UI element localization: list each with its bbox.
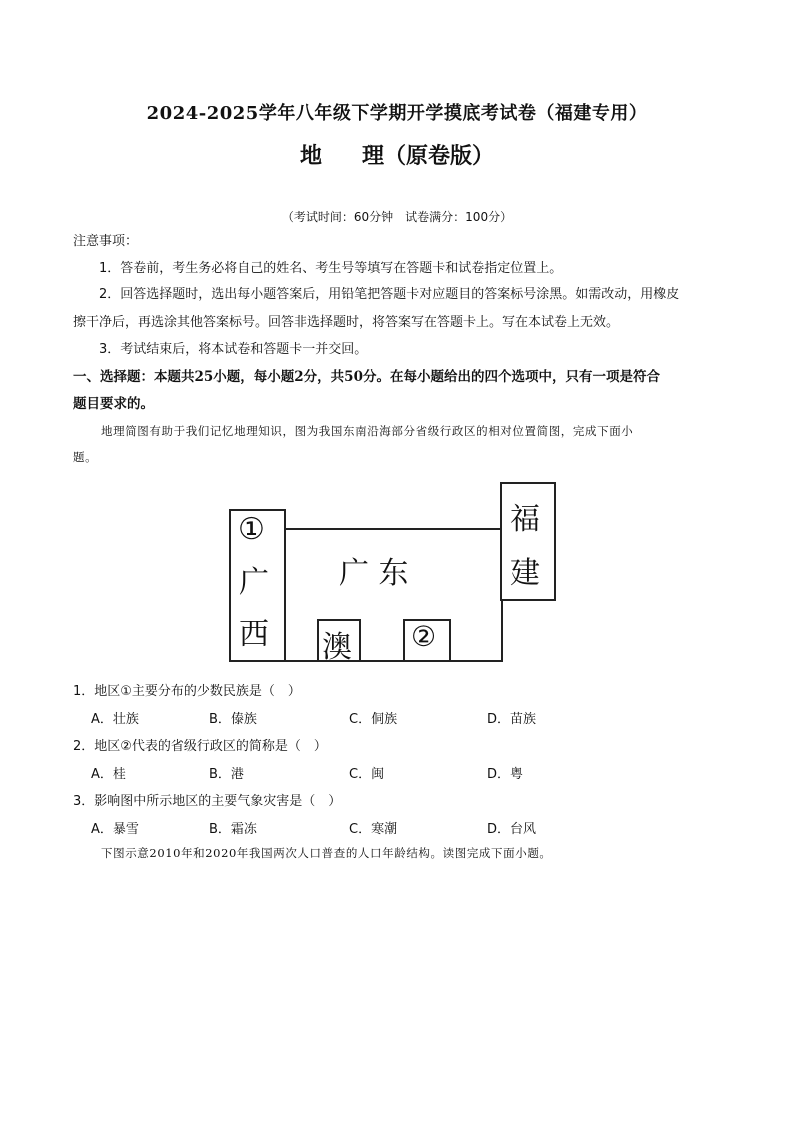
map-label-ao: 澳 <box>322 630 352 665</box>
subject-title-left: 地 <box>299 143 322 169</box>
question-3-stem: 3．影响图中所示地区的主要气象灾害是（ ） <box>73 794 342 809</box>
map-label-guang: 广 <box>239 565 269 600</box>
question-2-stem: 2．地区②代表的省级行政区的简称是（ ） <box>73 739 327 754</box>
question-2-option-c[interactable]: C．闽 <box>349 767 385 782</box>
note-item-3: 3．考试结束后，将本试卷和答题卡一并交回。 <box>99 342 368 357</box>
question-intro-2: 下图示意2010年和2020年我国两次人口普查的人口年龄结构。读图完成下面小题。 <box>101 846 552 860</box>
question-3-option-a[interactable]: A．暴雪 <box>91 822 139 837</box>
note-item-1: 1．答卷前，考生务必将自己的姓名、考生号等填写在答题卡和试卷指定位置上。 <box>99 261 563 276</box>
subject-title-right: 理（原卷版） <box>362 143 495 169</box>
question-1-option-b[interactable]: B．傣族 <box>209 712 257 727</box>
sketch-map <box>229 482 559 664</box>
question-3-option-d[interactable]: D．台风 <box>487 822 537 837</box>
map-label-1: ① <box>238 512 265 547</box>
map-label-xi: 西 <box>239 617 269 652</box>
note-item-2-line1: 2．回答选择题时，选出每小题答案后，用铅笔把答题卡对应题目的答案标号涂黑。如需改动，用橡皮 <box>99 287 680 302</box>
section-heading-line2: 题目要求的。 <box>73 396 154 412</box>
section-heading-line1: 一、选择题：本题共25小题，每小题2分，共50分。在每小题给出的四个选项中，只有一项是符合 <box>73 369 660 385</box>
question-2-option-a[interactable]: A．桂 <box>91 767 126 782</box>
question-3-option-b[interactable]: B．霜冻 <box>209 822 257 837</box>
question-intro-line1: 地理简图有助于我们记忆地理知识，图为我国东南沿海部分省级行政区的相对位置简图，完成下面小 <box>101 424 634 438</box>
question-2-option-d[interactable]: D．粤 <box>487 767 524 782</box>
note-item-2-line2: 擦干净后，再选涂其他答案标号。回答非选择题时，将答案写在答题卡上。写在本试卷上无效。 <box>73 315 620 330</box>
question-1-option-d[interactable]: D．苗族 <box>487 712 537 727</box>
map-label-guangdong: 广 东 <box>339 556 409 591</box>
question-2-option-b[interactable]: B．港 <box>209 767 244 782</box>
exam-title: 2024-2025学年八年级下学期开学摸底考试卷（福建专用） <box>146 103 648 124</box>
question-intro-line2: 题。 <box>73 450 98 464</box>
map-label-2: ② <box>411 620 437 653</box>
question-1-option-a[interactable]: A．壮族 <box>91 712 139 727</box>
subject-title <box>0 139 794 170</box>
map-label-fu: 福 <box>510 502 540 537</box>
exam-info: （考试时间：60分钟 试卷满分：100分） <box>281 210 513 224</box>
question-3-option-c[interactable]: C．寒潮 <box>349 822 398 837</box>
map-label-jian: 建 <box>510 556 540 591</box>
question-1-option-c[interactable]: C．侗族 <box>349 712 398 727</box>
notes-heading: 注意事项： <box>73 234 139 249</box>
question-1-stem: 1．地区①主要分布的少数民族是（ ） <box>73 684 301 699</box>
